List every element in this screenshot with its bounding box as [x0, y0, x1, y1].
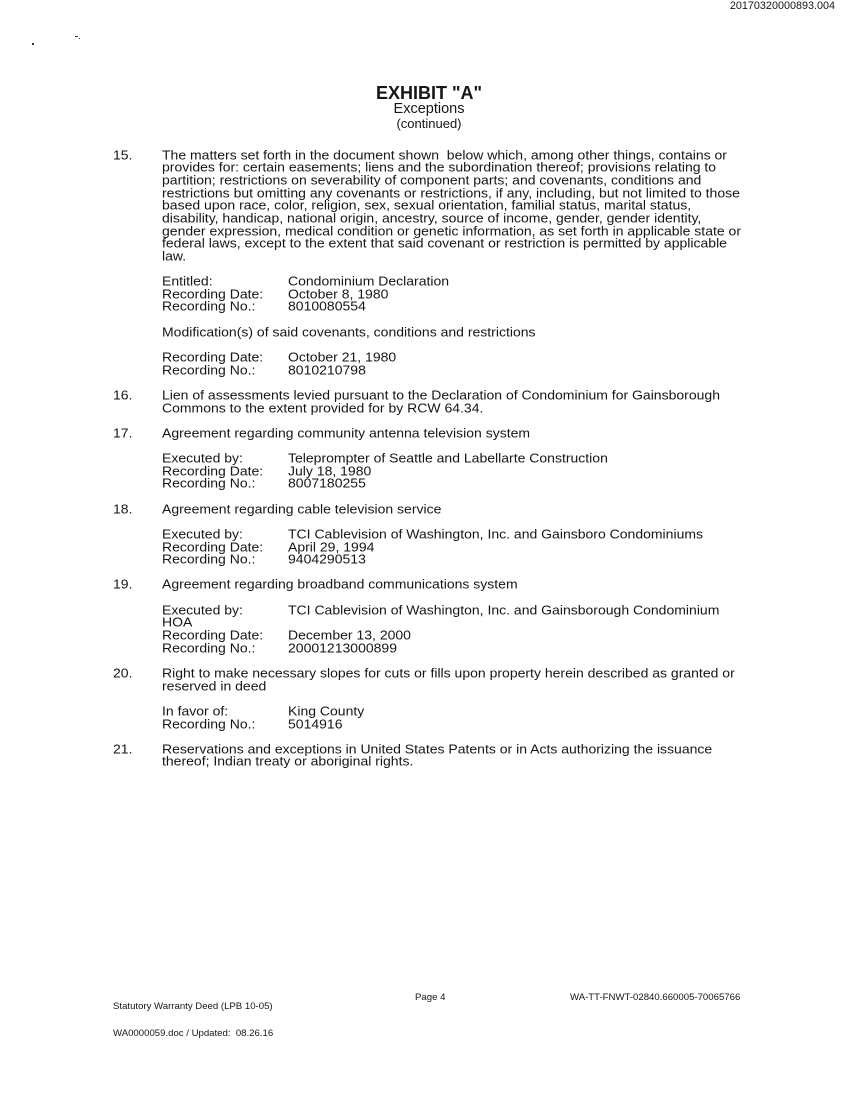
detail-row — [162, 528, 773, 541]
scan-artifact — [75, 36, 78, 37]
exception-content — [162, 667, 773, 730]
detail-value: Teleprompter of Seattle and Labellarte Construction — [288, 450, 608, 466]
detail-label: Recording No.: — [162, 551, 256, 567]
detail-label: Recording No.: — [162, 716, 256, 731]
exception-number: 19. — [113, 577, 133, 592]
exhibit-title: EXHIBIT "A" — [375, 83, 483, 103]
exception-text — [162, 149, 773, 263]
exception-text — [162, 743, 773, 768]
footer-form-name: Statutory Warranty Deed (LPB 10-05) — [113, 1000, 273, 1012]
detail-value: December 13, 2000 — [288, 627, 411, 643]
scan-artifact — [79, 38, 80, 39]
detail-value: 20001213000899 — [288, 640, 398, 656]
exception-text — [162, 427, 773, 440]
exception-text-line: Lien of assessments levied pursuant to the Declaration of Condominium for Gainsborough — [162, 387, 720, 403]
footer-order-number: WA-TT-FNWT-02840.660005-70065766 — [570, 991, 741, 1003]
detail-row — [162, 553, 773, 566]
recording-details — [162, 604, 773, 655]
recording-details — [162, 275, 773, 313]
exception-text-line: partition; restrictions on severability of component parts; and covenants, conditions and — [162, 172, 702, 188]
detail-value: Condominium Declaration — [288, 273, 450, 289]
exceptions-list — [113, 149, 773, 768]
exception-text-line: law. — [162, 248, 187, 264]
scan-artifact — [32, 43, 34, 45]
exhibit-subtitle: Exceptions — [393, 101, 465, 117]
detail-label: Recording No.: — [162, 640, 256, 656]
exception-text-line: federal laws, except to the extent that said covenant or restriction is permitted by applicable — [162, 235, 727, 251]
detail-label: Recording No.: — [162, 299, 256, 314]
detail-label: Recording Date: — [162, 286, 264, 302]
detail-label: Executed by: — [162, 602, 243, 618]
exception-content — [162, 503, 773, 566]
exception-text-line: Reservations and exceptions in United States Patents or in Acts authorizing the issuance — [162, 741, 713, 757]
detail-value: 8007180255 — [288, 476, 366, 491]
exception-text-line: Agreement regarding cable television service — [162, 501, 442, 517]
exception-content — [162, 578, 773, 654]
exception-number: 17. — [113, 425, 133, 441]
exception-text-line: Agreement regarding community antenna television system — [162, 425, 531, 441]
detail-label: Recording Date: — [162, 463, 264, 479]
exception-item-20 — [113, 667, 773, 730]
exception-text-line: Commons to the extent provided for by RCW 64.34. — [162, 400, 484, 415]
detail-label: Recording Date: — [162, 627, 264, 643]
detail-label: Recording Date: — [162, 539, 264, 554]
exception-content — [162, 389, 773, 414]
detail-value: TCI Cablevision of Washington, Inc. and Gainsborough Condominium — [288, 602, 720, 618]
footer-form-info — [113, 984, 273, 1047]
detail-label: Recording No.: — [162, 476, 256, 491]
exception-text — [162, 503, 773, 516]
detail-row — [162, 604, 773, 617]
detail-value-continued: HOA — [162, 615, 193, 630]
modification-text: Modification(s) of said covenants, conditions and restrictions — [162, 324, 536, 340]
exception-number: 15. — [113, 147, 133, 163]
exception-item-21 — [113, 743, 773, 768]
detail-row — [162, 705, 773, 718]
detail-row — [162, 364, 773, 377]
exception-item-16 — [113, 389, 773, 414]
detail-value: 8010080554 — [288, 299, 366, 314]
exception-text-line: restrictions but omitting any covenants or restrictions, if any, including, but not limited to those — [162, 185, 740, 200]
recording-details — [162, 705, 773, 730]
exception-text-line: Right to make necessary slopes for cuts or fills upon property herein described as granted or — [162, 665, 735, 681]
detail-value: TCI Cablevision of Washington, Inc. and Gainsboro Condominiums — [288, 526, 704, 542]
detail-value: 9404290513 — [288, 551, 366, 567]
exception-number: 20. — [113, 665, 133, 681]
exception-text-line: thereof; Indian treaty or aboriginal rights. — [162, 754, 414, 769]
exception-text-line: based upon race, color, religion, sex, sexual orientation, familial status, marital status, — [162, 197, 692, 213]
exception-text-line: provides for: certain easements; liens and the subordination thereof; provisions relating to — [162, 159, 717, 175]
exhibit-heading — [8, 85, 850, 131]
detail-value: April 29, 1994 — [288, 539, 375, 554]
footer-page-number: Page 4 — [415, 991, 446, 1003]
exception-text-line: gender expression, medical condition or genetic information, as set forth in applicable state or — [162, 223, 741, 238]
exhibit-continued: (continued) — [396, 116, 462, 131]
detail-label: Executed by: — [162, 526, 243, 542]
exception-text — [162, 667, 773, 692]
exception-item-18 — [113, 503, 773, 566]
document-number: 20170320000893.004 — [729, 0, 835, 12]
detail-row — [162, 718, 773, 731]
exception-content — [162, 149, 773, 377]
detail-row — [162, 300, 773, 313]
exception-text-line: reserved in deed — [162, 678, 267, 693]
detail-row — [162, 642, 773, 655]
exception-text-line: disability, handicap, national origin, ancestry, source of income, gender, gender identity, — [162, 210, 702, 226]
detail-row — [162, 477, 773, 490]
detail-label: Recording No.: — [162, 362, 256, 377]
recording-details — [162, 452, 773, 490]
modification-details — [162, 351, 773, 376]
exception-text — [162, 389, 773, 414]
detail-label: Recording Date: — [162, 349, 264, 365]
exception-text — [162, 578, 773, 591]
detail-value: 8010210798 — [288, 362, 366, 377]
exception-text-line: The matters set forth in the document shown below which, among other things, contains or — [162, 147, 727, 163]
modification-note — [162, 326, 773, 339]
detail-label: Entitled: — [162, 273, 213, 289]
exception-number: 18. — [113, 501, 133, 517]
exception-number: 16. — [113, 387, 133, 403]
detail-label: Executed by: — [162, 450, 243, 466]
exception-content — [162, 427, 773, 490]
exception-number: 21. — [113, 741, 133, 757]
exception-item-19 — [113, 578, 773, 654]
detail-value: October 8, 1980 — [288, 286, 389, 302]
exception-text-line: Agreement regarding broadband communications system — [162, 577, 518, 592]
detail-value: July 18, 1980 — [288, 463, 372, 479]
footer-file-info: WA0000059.doc / Updated: 08.26.16 — [113, 1027, 274, 1039]
detail-value: October 21, 1980 — [288, 349, 397, 365]
detail-label: In favor of: — [162, 703, 229, 719]
recording-details — [162, 528, 773, 566]
exception-item-17 — [113, 427, 773, 490]
detail-value: 5014916 — [288, 716, 343, 731]
detail-value: King County — [288, 703, 365, 719]
exception-content — [162, 743, 773, 768]
exception-item-15 — [113, 149, 773, 377]
